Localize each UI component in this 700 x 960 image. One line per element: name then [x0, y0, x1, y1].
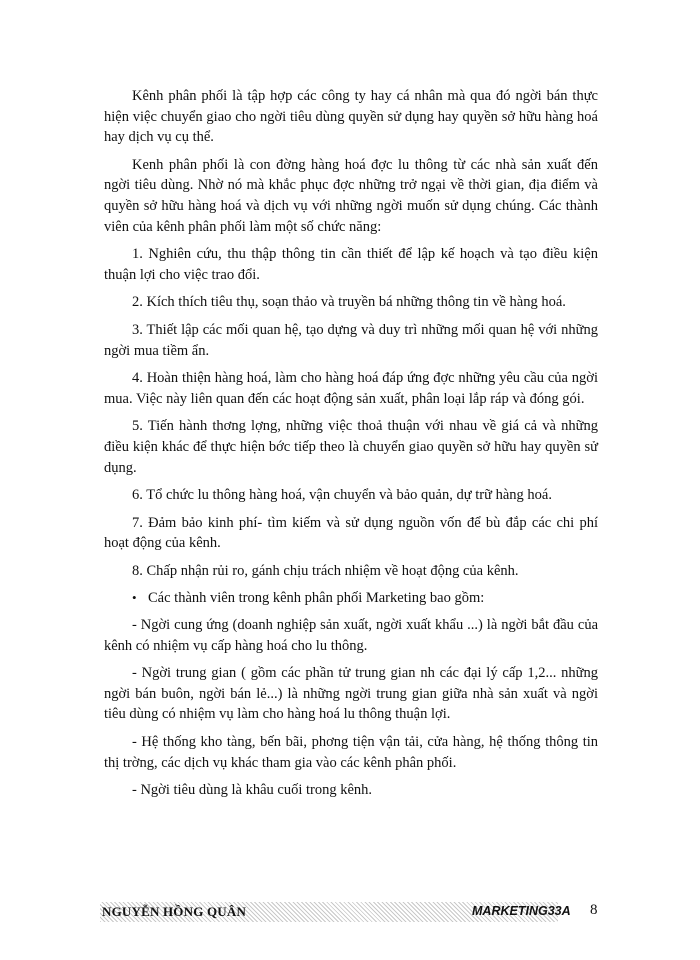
- paragraph-definition: Kênh phân phối là tập hợp các công ty hay cá nhân mà qua đó ngời bán thực hiện việc chuyển giao cho ngời tiêu dùng quyền sử dụng hay quyền sở hữu hàng hoá hay dịch vụ cụ thể.: [104, 88, 598, 146]
- bullet-icon: •: [132, 590, 137, 606]
- function-item-3: 3. Thiết lập các mối quan hệ, tạo dựng và duy trì những mối quan hệ với những ngời mua tiềm ẩn.: [104, 321, 598, 359]
- function-item-1: 1. Nghiên cứu, thu thập thông tin cần thiết để lập kế hoạch và tạo điều kiện thuận lợi cho việc trao đổi.: [104, 246, 598, 283]
- members-heading-text: Các thành viên trong kênh phân phối Marketing bao gồm:: [148, 590, 485, 607]
- function-item-7: 7. Đảm bảo kinh phí- tìm kiếm và sử dụng nguồn vốn để bù đắp các chi phí hoạt động của kênh.: [104, 514, 598, 552]
- footer-course: MARKETING33A: [472, 904, 571, 918]
- page-footer: [100, 900, 600, 924]
- footer-author: NGUYỄN HỒNG QUÂN: [102, 904, 247, 919]
- function-item-6: 6. Tổ chức lu thông hàng hoá, vận chuyển và bảo quản, dự trữ hàng hoá.: [132, 487, 552, 504]
- function-item-8: 8. Chấp nhận rủi ro, gánh chịu trách nhiệm về hoạt động của kênh.: [132, 562, 519, 579]
- body-text: [104, 86, 598, 808]
- function-item-5: 5. Tiến hành thơng lợng, những việc thoả thuận với nhau về giá cả và những điều kiện khác để thực hiện bớc tiếp theo là chuyển giao quyền sở hữu hay quyền sử dụng.: [104, 418, 598, 476]
- member-infrastructure: - Hệ thống kho tàng, bến bãi, phơng tiện vận tải, cửa hàng, hệ thống thông tin thị trờng, các dịch vụ khác tham gia vào các kênh phân phối.: [104, 734, 598, 771]
- function-item-4: 4. Hoàn thiện hàng hoá, làm cho hàng hoá đáp ứng đợc những yêu cầu của ngời mua. Việc này liên quan đến các hoạt động sản xuất, phân loại lắp ráp và đóng gói.: [104, 370, 598, 407]
- member-consumer: - Ngời tiêu dùng là khâu cuối trong kênh.: [132, 782, 373, 799]
- member-intermediary: - Ngời trung gian ( gồm các phần tử trung gian nh các đại lý cấp 1,2... những ngời bán buôn, ngời bán lẻ...) là những ngời trung gian giữa nhà sản xuất và ngời tiêu dùng có nhiệm vụ làm cho hàng hoá lu thông thuận lợi.: [104, 665, 598, 723]
- page-number: 8: [590, 902, 598, 918]
- paragraph-channel-role: Kenh phân phối là con đờng hàng hoá đợc lu thông từ các nhà sản xuất đến ngời tiêu dùng. Nhờ nó mà khắc phục đợc những trở ngại về thời gian, địa điểm và quyền sở hữu hàng hoá và dịch vụ với những ngời muốn sử dụng chúng. Các thành viên của kênh phân phối làm một số chức năng:: [104, 156, 598, 235]
- member-supplier: - Ngời cung ứng (doanh nghiệp sản xuất, ngời xuất khẩu ...) là ngời bắt đầu của kênh có nhiệm vụ cấp hàng hoá cho lu thông.: [104, 617, 598, 654]
- members-heading: [104, 588, 598, 609]
- function-item-2: 2. Kích thích tiêu thụ, soạn thảo và truyền bá những thông tin về hàng hoá.: [132, 294, 566, 311]
